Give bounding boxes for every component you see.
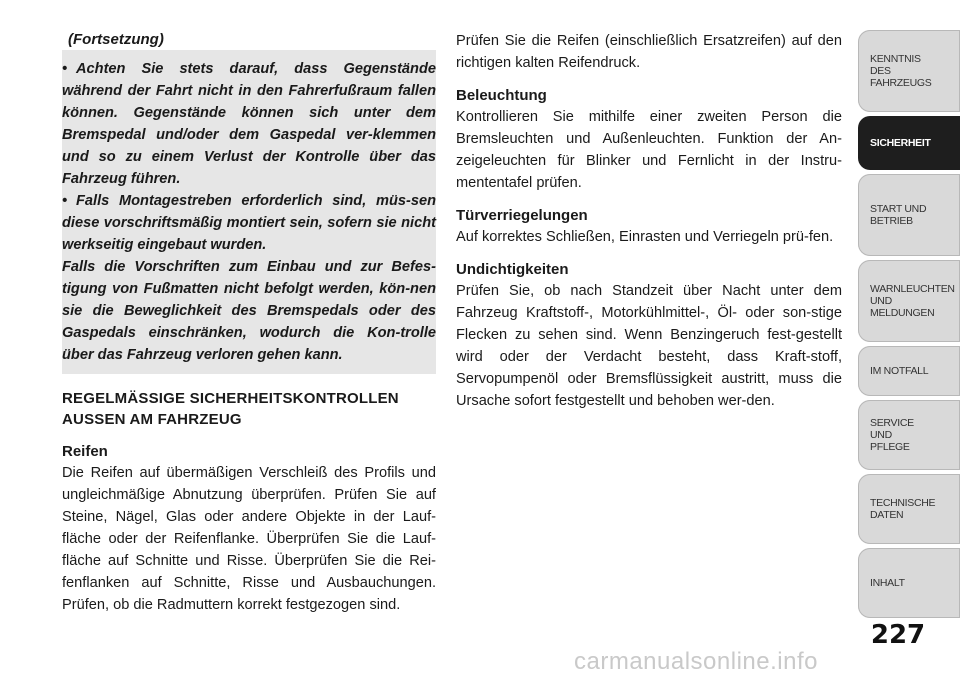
heading-beleuchtung: Beleuchtung xyxy=(456,87,547,104)
warning-paragraph: Falls die Vorschriften zum Einbau und zur Befes-tigung von Fußmatten nicht befolgt werden, kön-nen sie die Beweglichkeit des Bremspedals oder des Gaspedals einschränken, wodurch die Kon-trolle über das Fahrzeug verloren gehen kann. xyxy=(62,259,436,363)
text-tuer: Auf korrektes Schließen, Einrasten und Verriegeln prü-fen. xyxy=(456,229,834,245)
warning-box xyxy=(62,50,436,374)
heading-reifen: Reifen xyxy=(62,443,108,460)
continued-label: (Fortsetzung) xyxy=(68,31,164,48)
tab-service[interactable] xyxy=(858,400,960,470)
tab-kenntnis-label: KENNTNIS DES FAHRZEUGS xyxy=(870,53,932,89)
warning-bullet-2 xyxy=(62,190,436,256)
text-reifen: Die Reifen auf übermäßigen Verschleiß des Profils und ungleichmäßige Abnutzung überprüfen. Prüfen Sie auf Steine, Nägel, Glas oder andere Objekte in der Lauf-fläche oder der Reifenflanke. Überprüfen Sie die Lauf-fläche auf Schnitte und Risse. Überprüfen Sie die Rei-fenflanken auf Schnitte, Risse und Ausbauchungen. Prüfen, ob die Radmuttern korrekt festgezogen sind. xyxy=(62,465,436,613)
warning-bullet-1-text: Achten Sie stets darauf, dass Gegenstände während der Fahrt nicht in den Fahrerfußraum fallen können. Gegenstände können sich unter dem Bremspedal und/oder dem Gaspedal ver-klemmen und so zu einem Verlust der Kontrolle über das Fahrzeug führen. xyxy=(62,61,436,187)
text-beleuchtung: Kontrollieren Sie mithilfe einer zweiten Person die Bremsleuchten und Außenleuchten. Funktion der An-zeigeleuchten für Blinker und Fernlicht in der Instru-mententafel prüfen. xyxy=(456,109,842,191)
right-column xyxy=(456,0,842,412)
warning-bullet-2-text: Falls Montagestreben erforderlich sind, müs-sen diese vorschriftsmäßig montiert sein, sofern sie nicht werkseitig eingebaut wurden. xyxy=(62,193,436,253)
tab-kenntnis[interactable] xyxy=(858,30,960,112)
bullet-icon: • xyxy=(62,61,68,77)
warning-bullet-1 xyxy=(62,58,436,190)
section-title: REGELMÄSSIGE SICHERHEITSKONTROLLEN AUSSEN AM FAHRZEUG xyxy=(62,390,399,428)
tab-service-label: SERVICE UND PFLEGE xyxy=(870,417,914,453)
tab-technische-daten[interactable] xyxy=(858,474,960,544)
tab-warnleuchten-label: WARNLEUCHTEN UND MELDUNGEN xyxy=(870,283,955,319)
tab-notfall-label: IM NOTFALL xyxy=(870,365,929,377)
tab-sicherheit[interactable] xyxy=(858,116,960,170)
bullet-icon: • xyxy=(62,193,68,209)
heading-undicht: Undichtigkeiten xyxy=(456,261,569,278)
text-reifen-cont: Prüfen Sie die Reifen (einschließlich Ersatzreifen) auf den richtigen kalten Reifendruck. xyxy=(456,33,842,71)
tab-inhalt-label: INHALT xyxy=(870,577,905,589)
text-undicht: Prüfen Sie, ob nach Standzeit über Nacht unter dem Fahrzeug Kraftstoff-, Motorkühlmittel-, Öl- oder son-stige Flecken zu sehen sind. Wenn Benzingeruch fest-gestellt wird oder der Verdacht besteht, dass Kraft-stoff, Servopumpenöl oder Bremsflüssigkeit austritt, muss die Ursache sofort festgestellt und behoben wer-den. xyxy=(456,283,842,409)
tab-technische-daten-label: TECHNISCHE DATEN xyxy=(870,497,936,521)
heading-tuer: Türverriegelungen xyxy=(456,207,588,224)
tab-notfall[interactable] xyxy=(858,346,960,396)
tab-start-betrieb[interactable] xyxy=(858,174,960,256)
tab-start-betrieb-label: START UND BETRIEB xyxy=(870,203,927,227)
tab-inhalt[interactable] xyxy=(858,548,960,618)
page-number: 227 xyxy=(870,620,926,650)
tab-warnleuchten[interactable] xyxy=(858,260,960,342)
tab-sicherheit-label: SICHERHEIT xyxy=(870,137,931,149)
watermark: carmanualsonline.info xyxy=(574,648,818,675)
left-column xyxy=(62,0,436,616)
